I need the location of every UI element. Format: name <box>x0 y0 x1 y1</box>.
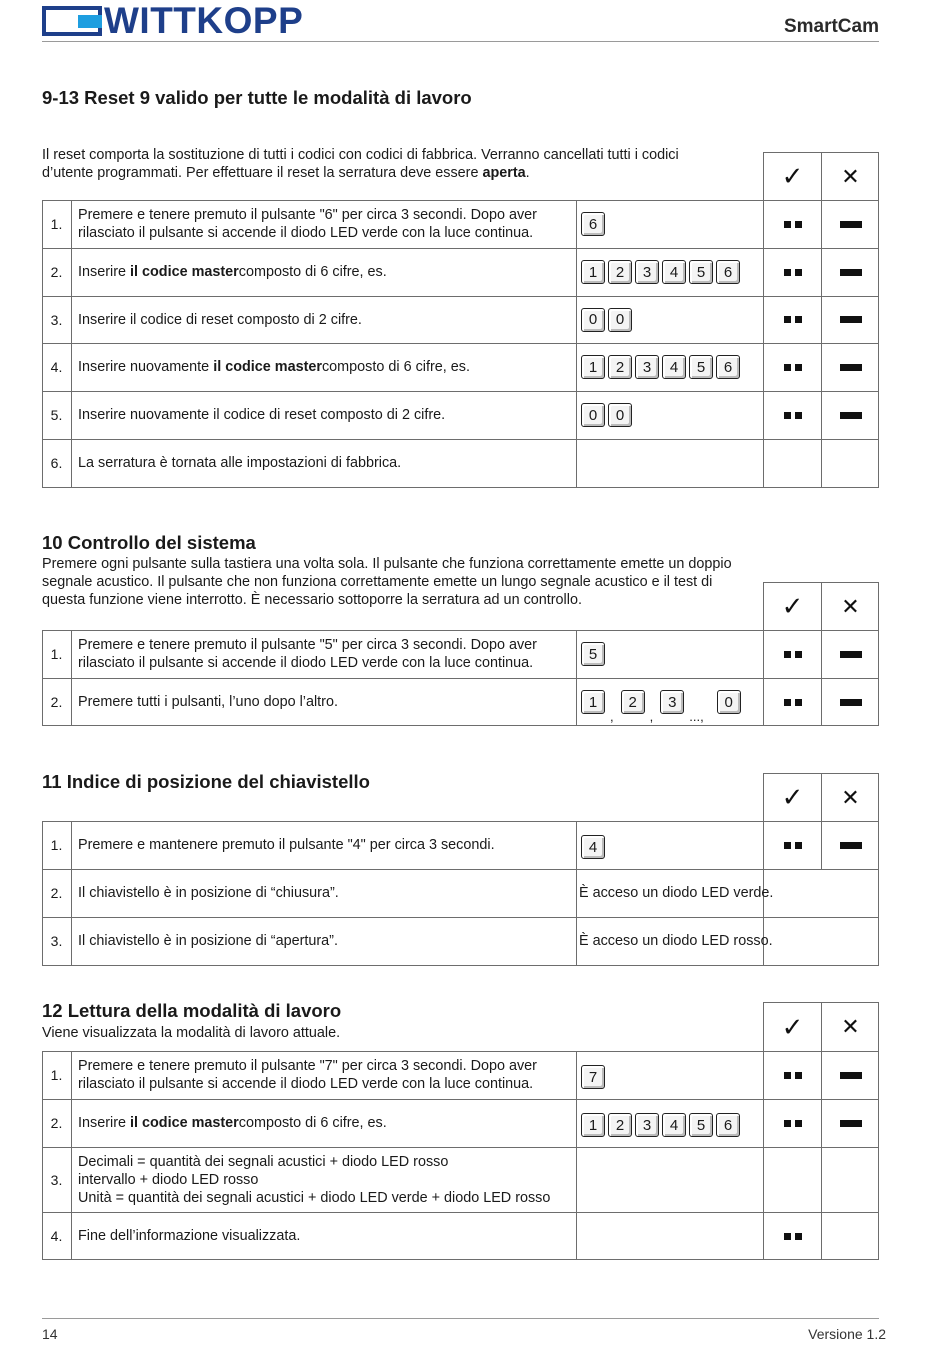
footer-divider <box>42 1318 879 1319</box>
double-beep-icon <box>764 678 821 726</box>
cross-icon: ✕ <box>841 784 860 810</box>
check-icon: ✓ <box>781 591 804 621</box>
double-beep-icon <box>764 248 821 296</box>
step-text: Decimali = quantità dei segnali acustici + diodo LED rosso intervallo + diodo LED rosso Unità = quantità dei segnali acustici + diodo LED verde + diodo LED rosso <box>78 1153 551 1206</box>
double-beep-icon <box>764 1099 821 1147</box>
key-button: 1 <box>581 260 605 284</box>
keypad-sequence <box>577 630 605 678</box>
long-beep-icon <box>822 1051 879 1099</box>
version-label: Versione 1.2 <box>808 1326 886 1342</box>
long-beep-icon <box>822 630 879 678</box>
keypad-sequence <box>577 296 632 343</box>
step-number: 2. <box>50 1115 63 1131</box>
key-button: 4 <box>662 1113 686 1137</box>
key-button: 1 <box>581 1113 605 1137</box>
double-beep-icon <box>764 296 821 343</box>
step-text: Il chiavistello è in posizione di “apertura”. <box>78 933 338 949</box>
separator: ..., <box>689 709 704 724</box>
key-button: 3 <box>660 690 684 714</box>
double-beep-icon <box>764 391 821 439</box>
section-title-system-check: 10 Controllo del sistema <box>42 532 256 553</box>
step-number: 1. <box>50 837 63 853</box>
keypad-sequence <box>577 248 740 296</box>
key-button: 0 <box>581 403 605 427</box>
section-title-work-mode: 12 Lettura della modalità di lavoro <box>42 1000 342 1021</box>
led-status-text: È acceso un diodo LED verde. <box>579 885 774 901</box>
key-button: 5 <box>689 1113 713 1137</box>
keypad-sequence <box>577 343 740 391</box>
cross-icon: ✕ <box>841 1014 860 1039</box>
step-number: 1. <box>50 216 63 232</box>
long-beep-icon <box>822 821 879 869</box>
key-button: 2 <box>608 260 632 284</box>
cross-icon: ✕ <box>841 163 860 189</box>
key-button: 4 <box>662 355 686 379</box>
section-title-bolt-position: 11 Indice di posizione del chiavistello <box>42 771 370 792</box>
long-beep-icon <box>822 296 879 343</box>
long-beep-icon <box>822 678 879 726</box>
key-button: 3 <box>635 260 659 284</box>
section-title-reset: 9-13 Reset 9 valido per tutte le modalità di lavoro <box>42 87 472 108</box>
step-number: 6. <box>50 455 63 471</box>
section-intro-reset: Il reset comporta la sostituzione di tutti i codici con codici di fabbrica. Verranno cancellati tutti i codici d’utente programmati. Per effettuare il reset la serratura deve essere aperta. <box>42 147 679 181</box>
section-intro-work-mode: Viene visualizzata la modalità di lavoro attuale. <box>42 1025 341 1041</box>
step-text: La serratura è tornata alle impostazioni di fabbrica. <box>78 455 402 471</box>
step-number: 1. <box>50 646 63 662</box>
step-number: 3. <box>50 933 63 949</box>
step-text: Il chiavistello è in posizione di “chiusura”. <box>78 885 339 901</box>
double-beep-icon <box>764 1051 821 1099</box>
key-button: 4 <box>662 260 686 284</box>
key-button: 2 <box>621 690 645 714</box>
step-text: Inserire il codice master composto di 6 cifre, es. <box>78 264 387 280</box>
step-text: Premere tutti i pulsanti, l’uno dopo l’altro. <box>78 694 338 710</box>
step-number: 3. <box>50 1171 63 1188</box>
key-button: 7 <box>581 1065 605 1089</box>
separator: , <box>649 709 654 724</box>
step-number: 1. <box>50 1067 63 1083</box>
keypad-sequence <box>577 1099 740 1151</box>
double-beep-icon <box>764 630 821 678</box>
brand-logo <box>42 0 304 41</box>
key-button: 2 <box>608 355 632 379</box>
step-number: 3. <box>50 311 63 328</box>
key-button: 6 <box>716 1113 740 1137</box>
check-icon: ✓ <box>781 782 804 812</box>
keypad-sequence <box>577 1051 605 1103</box>
step-text: Inserire nuovamente il codice master composto di 6 cifre, es. <box>78 359 470 375</box>
key-button: 1 <box>581 690 605 714</box>
step-number: 2. <box>50 264 63 280</box>
cross-icon: ✕ <box>841 593 860 619</box>
key-button: 3 <box>635 355 659 379</box>
step-text: Premere e tenere premuto il pulsante "6" per circa 3 secondi. Dopo aver rilasciato il pulsante si accende il diodo LED verde con la luce continua. <box>78 207 537 241</box>
header-divider <box>42 41 879 42</box>
key-button: 0 <box>581 308 605 332</box>
double-beep-icon <box>764 200 821 248</box>
long-beep-icon <box>822 200 879 248</box>
key-button: 6 <box>716 260 740 284</box>
double-beep-icon <box>764 821 821 869</box>
long-beep-icon <box>822 248 879 296</box>
double-beep-icon <box>764 343 821 391</box>
step-text: Inserire il codice di reset composto di 2 cifre. <box>78 311 362 328</box>
step-number: 5. <box>50 407 63 423</box>
step-text: Inserire nuovamente il codice di reset composto di 2 cifre. <box>78 407 446 423</box>
step-number: 2. <box>50 885 63 901</box>
step-text: Premere e tenere premuto il pulsante "5" per circa 3 secondi. Dopo aver rilasciato il pulsante si accende il diodo LED verde con la luce continua. <box>78 637 537 671</box>
check-icon: ✓ <box>781 161 804 191</box>
long-beep-icon <box>822 1099 879 1147</box>
key-button: 2 <box>608 1113 632 1137</box>
key-button: 3 <box>635 1113 659 1137</box>
key-button: 4 <box>581 835 605 859</box>
keypad-sequence <box>577 678 741 726</box>
key-button: 1 <box>581 355 605 379</box>
key-button: 0 <box>608 403 632 427</box>
key-button: 6 <box>581 212 605 236</box>
step-number: 4. <box>50 359 63 375</box>
step-text: Premere e mantenere premuto il pulsante "4" per circa 3 secondi. <box>78 837 495 853</box>
keypad-sequence <box>577 200 605 248</box>
check-icon: ✓ <box>781 1011 804 1042</box>
step-text: Fine dell’informazione visualizzata. <box>78 1228 301 1244</box>
key-button: 5 <box>581 642 605 666</box>
key-button: 0 <box>608 308 632 332</box>
key-button: 5 <box>689 260 713 284</box>
brand-name: WITTKOPP <box>104 0 304 41</box>
page-number: 14 <box>42 1326 58 1342</box>
step-text: Premere e tenere premuto il pulsante "7" per circa 3 secondi. Dopo aver rilasciato il pulsante si accende il diodo LED verde con la luce continua. <box>78 1058 537 1092</box>
section-intro-system-check: Premere ogni pulsante sulla tastiera una volta sola. Il pulsante che funziona correttamente emette un doppio segnale acustico. Il pulsante che non funziona correttamente emette un lungo segnale acustico e il test di questa funzione viene interrotto. È necessario sottoporre la serratura ad un controllo. <box>42 556 732 608</box>
led-status-text: È acceso un diodo LED rosso. <box>579 933 773 949</box>
separator: , <box>610 709 614 724</box>
long-beep-icon <box>822 391 879 439</box>
product-name: SmartCam <box>783 16 879 37</box>
key-button: 5 <box>689 355 713 379</box>
step-number: 2. <box>50 694 63 710</box>
key-button: 6 <box>716 355 740 379</box>
keypad-sequence <box>577 391 632 439</box>
logo-icon <box>42 6 102 36</box>
step-text: Inserire il codice master composto di 6 cifre, es. <box>78 1115 387 1131</box>
key-button: 0 <box>717 690 741 714</box>
step-number: 4. <box>50 1228 63 1244</box>
double-beep-icon <box>764 1212 821 1260</box>
long-beep-icon <box>822 343 879 391</box>
keypad-sequence <box>577 821 605 873</box>
